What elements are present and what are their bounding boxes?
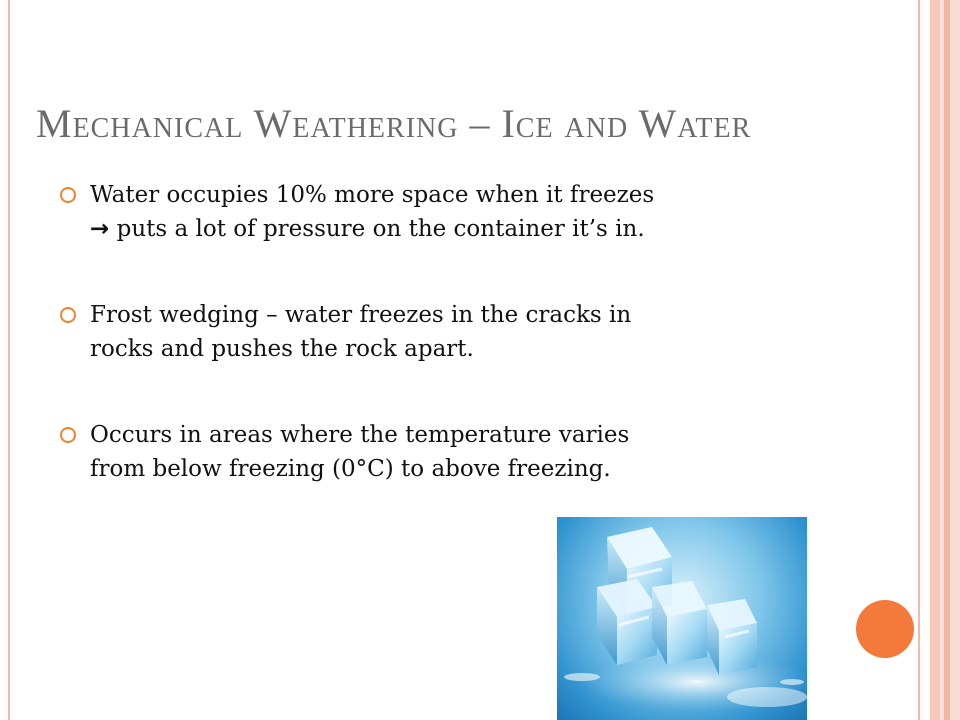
bullet-circle-icon: [60, 427, 76, 443]
bullet-item: [60, 298, 820, 366]
bullet-text: from below freezing (0°C) to above freezing.: [90, 456, 611, 482]
bullet-list: [60, 178, 820, 486]
bullet-text: Frost wedging – water freezes in the cracks in: [90, 302, 632, 328]
decorative-circle: [856, 600, 914, 658]
bullet-text: Water occupies 10% more space when it freezes: [90, 182, 655, 208]
ice-cubes-image: [557, 517, 807, 720]
bullet-text: rocks and pushes the rock apart.: [90, 336, 474, 362]
bullet-circle-icon: [60, 307, 76, 323]
bullet-text: puts a lot of pressure on the container it’s in.: [116, 216, 645, 242]
bullet-item: [60, 178, 820, 246]
arrow-right-icon: →: [90, 216, 110, 242]
bullet-item: [60, 418, 820, 486]
slide-title: Mechanical Weathering – Ice and Water: [36, 101, 752, 146]
ice-cubes-icon: [557, 517, 807, 720]
bullet-text: Occurs in areas where the temperature varies: [90, 422, 630, 448]
decorative-stripes: [920, 0, 960, 720]
bullet-circle-icon: [60, 187, 76, 203]
